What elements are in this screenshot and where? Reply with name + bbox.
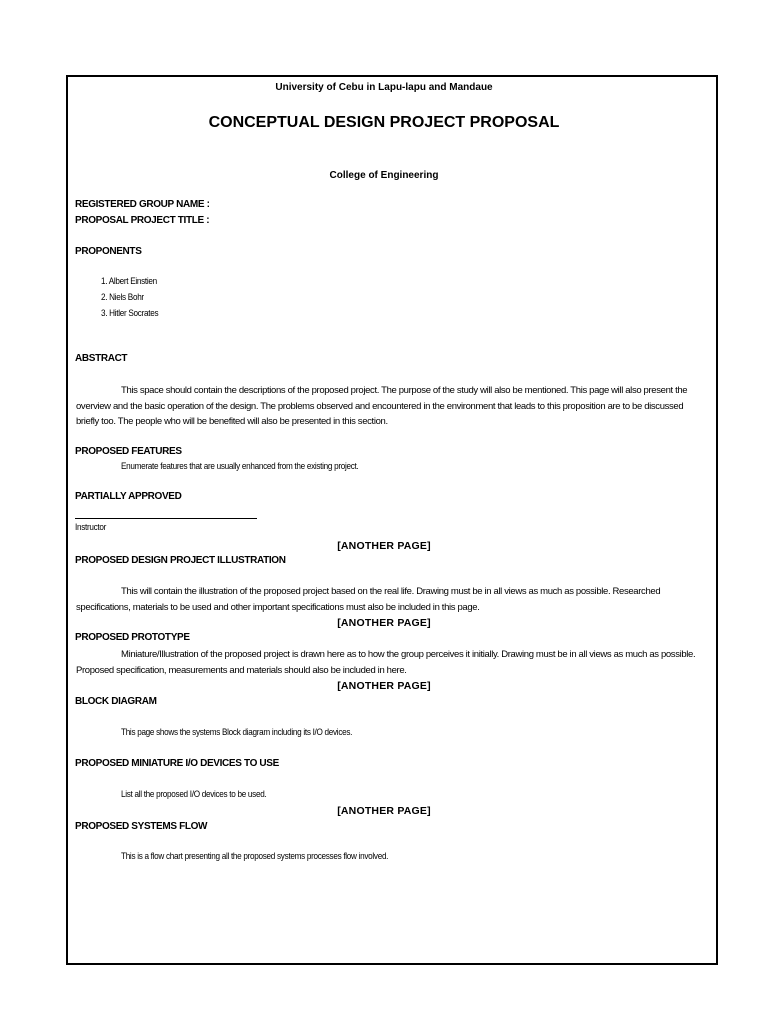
college-name: College of Engineering — [329, 170, 439, 181]
abstract-heading: ABSTRACT — [75, 353, 128, 364]
page-break-marker: [ANOTHER PAGE] — [337, 617, 431, 629]
block-diagram-heading: BLOCK DIAGRAM — [75, 696, 157, 707]
approval-heading: PARTIALLY APPROVED — [75, 491, 182, 502]
prototype-heading: PROPOSED PROTOTYPE — [75, 632, 190, 643]
systems-flow-text: This is a flow chart presenting all the proposed systems processes flow involved. — [121, 851, 389, 862]
io-devices-text: List all the proposed I/O devices to be used. — [121, 789, 267, 800]
systems-flow-heading: PROPOSED SYSTEMS FLOW — [75, 821, 208, 832]
signature-line — [75, 518, 257, 519]
proponent-item: 3. Hitler Socrates — [101, 308, 159, 319]
university-name: University of Cebu in Lapu-lapu and Mandaue — [275, 82, 493, 93]
instructor-label: Instructor — [75, 522, 107, 533]
features-heading: PROPOSED FEATURES — [75, 446, 182, 457]
proponent-item: 1. Albert Einstien — [101, 276, 157, 287]
block-diagram-text: This page shows the systems Block diagram including its I/O devices. — [121, 727, 353, 738]
page-break-marker: [ANOTHER PAGE] — [337, 805, 431, 817]
proponents-heading: PROPONENTS — [75, 246, 142, 257]
proponent-item: 2. Niels Bohr — [101, 292, 144, 303]
illustration-text: This will contain the illustration of the proposed project based on the real life. Drawing must be in all views as much as possible. Researched specifications, materials to be used and other important specifications must also be included in this page. — [76, 586, 661, 613]
project-title-label: PROPOSAL PROJECT TITLE : — [75, 215, 210, 226]
abstract-text: This space should contain the descriptions of the proposed project. The purpose of the study will also be mentioned. This page will also present the overview and the basic operation of the design. The problems observed and encountered in the environment that leads to this proposition are to be discussed briefly too. The people who will be benefited will also be presented in this section. — [76, 385, 688, 427]
prototype-text: Miniature/Illustration of the proposed project is drawn here as to how the group perceives it initially. Drawing must be in all views as much as possible. Proposed specification, measurements and materials should also be included in here. — [76, 649, 696, 676]
features-text: Enumerate features that are usually enhanced from the existing project. — [121, 461, 359, 472]
document-title: CONCEPTUAL DESIGN PROJECT PROPOSAL — [208, 114, 560, 131]
page-break-marker: [ANOTHER PAGE] — [337, 540, 431, 552]
io-devices-heading: PROPOSED MINIATURE I/O DEVICES TO USE — [75, 758, 279, 769]
group-name-label: REGISTERED GROUP NAME : — [75, 199, 210, 210]
illustration-heading: PROPOSED DESIGN PROJECT ILLUSTRATION — [75, 555, 286, 566]
page-break-marker: [ANOTHER PAGE] — [337, 680, 431, 692]
